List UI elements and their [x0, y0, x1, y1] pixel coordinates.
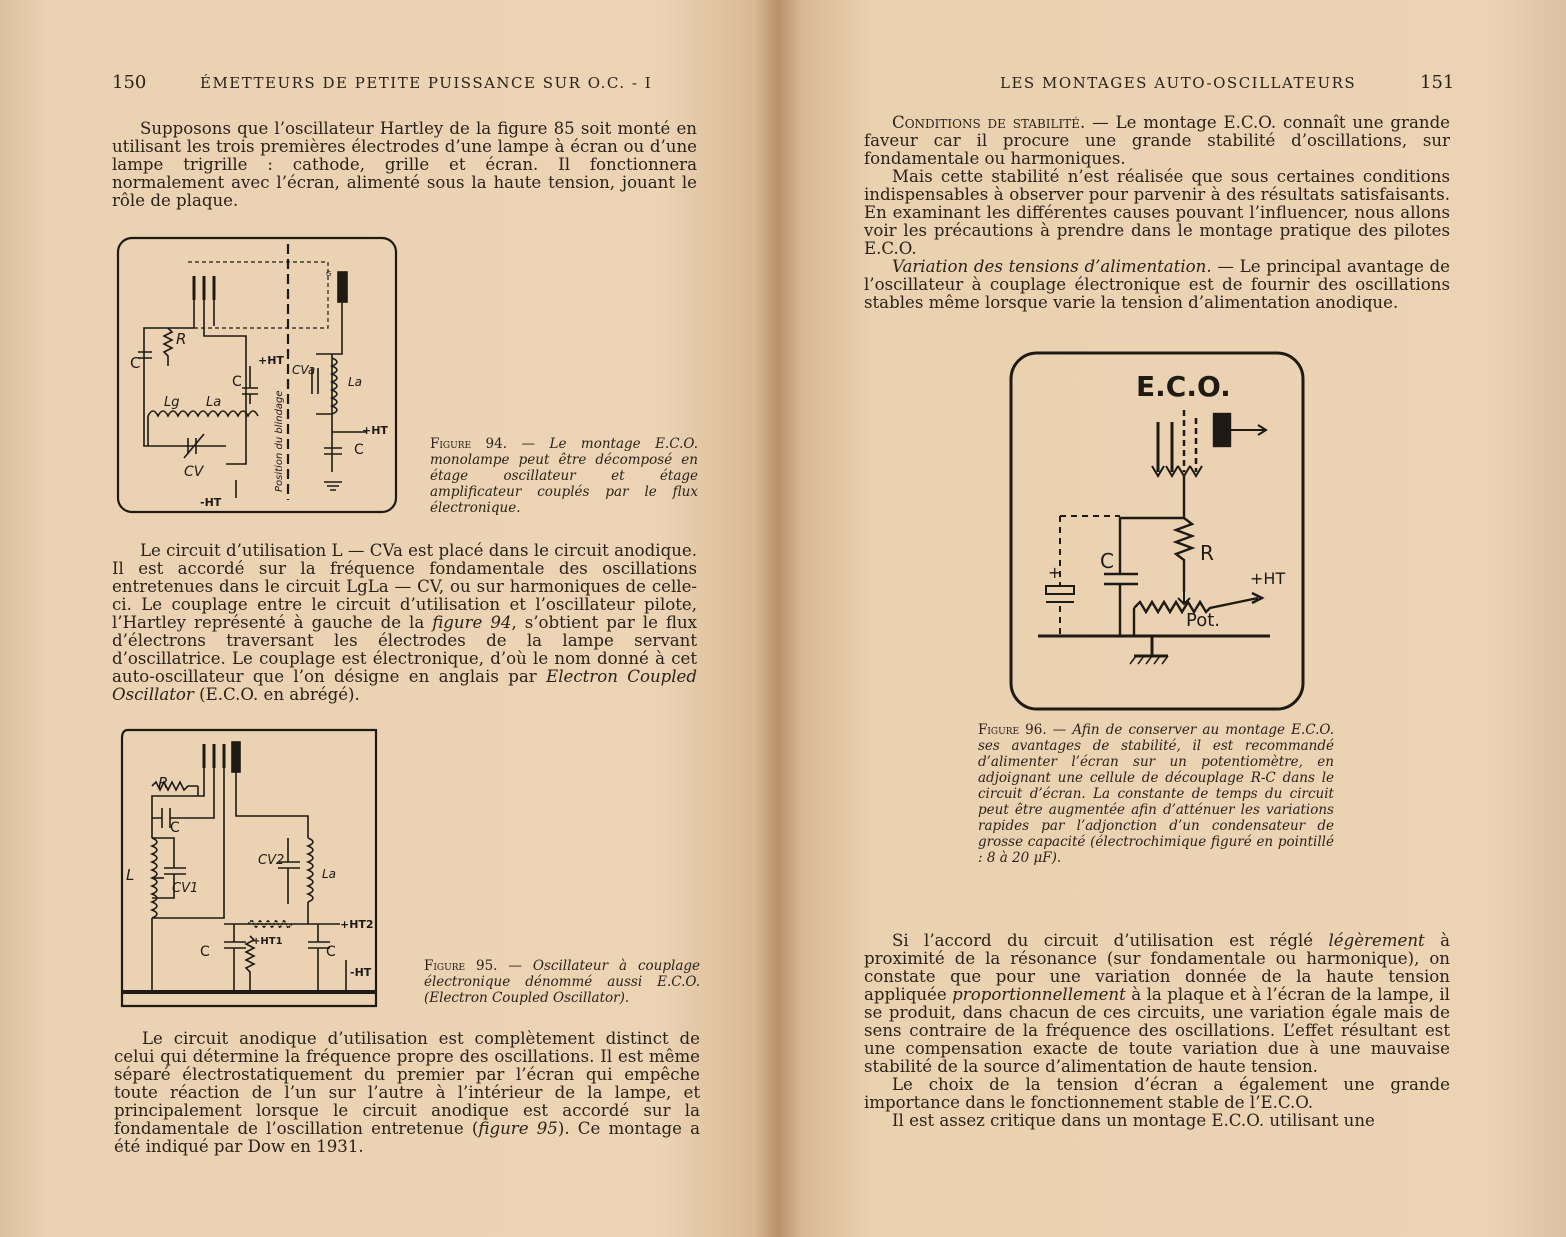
label-la-mid: La [206, 395, 222, 410]
label-c-right: C [326, 944, 336, 960]
label-plus: + [1048, 563, 1062, 582]
right-text-bottom: Si l’accord du circuit d’utilisation est réglé légèrement à proximité de la résonance (sur fondamentale ou harmonique), on constate que pour une variation donnée de la haute tension appliquée proportionnellement à la plaque et à l’écran de la lampe, il se produit, dans chacun de ces circuits, une variation égale mais de sens contraire de la fréquence des oscillations. L’effet résultant est une compensation exacte de toute variation due à une mauvaise stabilité de la source d’alimentation de haute tension. Le choix de la tension d’écran a également une grande importance dans le fonctionnement stable de l’E.C.O. Il est assez critique dans un montage E.C.O. utilisant une [864, 931, 1450, 1130]
label-cv2: CV2 [258, 853, 285, 868]
label-ht1: +HT1 [252, 936, 283, 947]
figure-94-schematic [116, 236, 398, 514]
label-c-top: C [170, 820, 180, 836]
label-c-left: C [130, 354, 141, 372]
label-ht2: +HT2 [340, 918, 374, 931]
label-g: G [326, 270, 332, 278]
figure-95-schematic [118, 728, 380, 1010]
label-c: C [1100, 549, 1114, 573]
figure-95-caption: Figure 95. — Oscillateur à couplage électronique dénommé aussi E.C.O. (Electron Coupled Oscillator). [424, 958, 701, 1006]
right-text-top: Conditions de stabilité. — Le montage E.C.O. connaît une grande faveur car il procure une grande stabilité d’oscillations, sur fondamentale ou harmoniques. Mais cette stabilité n’est réalisée que sous certaines conditions indispensables à observer pour parvenir à des résultats satisfaisants. En examinant les différentes causes pouvant l’influencer, nous allons voir les précautions à prendre dans le montage pratique des pilotes E.C.O. Variation des tensions d’alimentation. — Le principal avantage de l’oscillateur à couplage électronique est de fournir des oscillations stables même lorsque varie la tension d’alimentation anodique. [864, 113, 1451, 312]
running-header: LES MONTAGES AUTO-OSCILLATEURS [1000, 74, 1357, 92]
label-minus-ht: -HT [200, 496, 222, 509]
left-page [0, 0, 778, 1237]
label-ht: +HT [1250, 569, 1286, 588]
label-ht-top: +HT [258, 354, 284, 367]
label-ht-right: +HT [362, 424, 388, 437]
label-c-left: C [200, 944, 210, 960]
label-cv: CV [184, 464, 204, 480]
label-r: R [1200, 541, 1214, 565]
label-l: L [126, 866, 135, 884]
running-header: ÉMETTEURS DE PETITE PUISSANCE SUR O.C. - I [200, 74, 653, 92]
figure-96-caption: Figure 96. — Afin de conserver au montage E.C.O. ses avantages de stabilité, il est recommandé d’alimenter l’écran sur un potentiomètre, en adjoignant une cellule de découplage R-C dans le circuit d’écran. La constante de temps du circuit peut être augmentée afin d’atténuer les variations rapides par l’adjonction d’un condensateur de grosse capacité (électrochimique figuré en pointillé : 8 à 20 μF). [978, 722, 1334, 866]
figure-96-title: E.C.O. [1136, 370, 1231, 403]
paragraph-1: Supposons que l’oscillateur Hartley de la figure 85 soit monté en utilisant les trois premières électrodes d’une lampe à écran ou d’une lampe trigrille : cathode, grille et écran. Il fonctionnera normalement avec l’écran, alimenté sous la haute tension, jouant le rôle de plaque. [112, 119, 697, 210]
figure-96-schematic [1008, 350, 1306, 712]
label-pot: Pot. [1186, 610, 1221, 631]
page-number: 150 [112, 72, 147, 93]
label-la: La [322, 867, 337, 881]
label-cva: CVa [292, 363, 316, 377]
figure-94-caption: Figure 94. — Le montage E.C.O. monolampe peut être décomposé en étage oscillateur et étage amplificateur couplés par le flux électronique. [430, 436, 699, 516]
label-r: R [176, 330, 187, 348]
label-lg: Lg [164, 395, 180, 410]
label-minus-ht: -HT [350, 966, 372, 979]
paragraph-3: Le circuit anodique d’utilisation est complètement distinct de celui qui détermine la fréquence propre des oscillations. Il est même séparé électrostatiquement du premier par l’écran qui empêche toute réaction de l’un sur l’autre à l’intérieur de la lampe, et principalement lorsque le circuit anodique est accordé sur la fondamentale de l’oscillation entretenue (figure 95). Ce montage a été indiqué par Dow en 1931. [114, 1029, 700, 1156]
label-shield: Position du blindage [274, 390, 285, 492]
label-c-mid: C [232, 374, 242, 390]
paragraph-2: Le circuit d’utilisation L — CVa est placé dans le circuit anodique. Il est accordé sur la fréquence fondamentale des oscillations entretenues dans le circuit LgLa — CV, ou sur harmoniques de celle-ci. Le couplage entre le circuit d’utilisation et l’oscillateur pilote, l’Hartley représenté à gauche de la figure 94, s’obtient par le flux d’électrons traversant les électrodes de la lampe servant d’oscillatrice. Le couplage est électronique, d’où le nom donné à cet auto-oscillateur que l’on désigne en anglais par Electron Coupled Oscillator (E.C.O. en abrégé). [112, 541, 697, 704]
label-la-right: La [348, 375, 363, 389]
label-r: R [158, 774, 169, 792]
page-number: 151 [1420, 72, 1455, 93]
label-cv1: CV1 [172, 881, 199, 896]
label-c-right: C [354, 442, 364, 458]
right-page [778, 0, 1566, 1237]
